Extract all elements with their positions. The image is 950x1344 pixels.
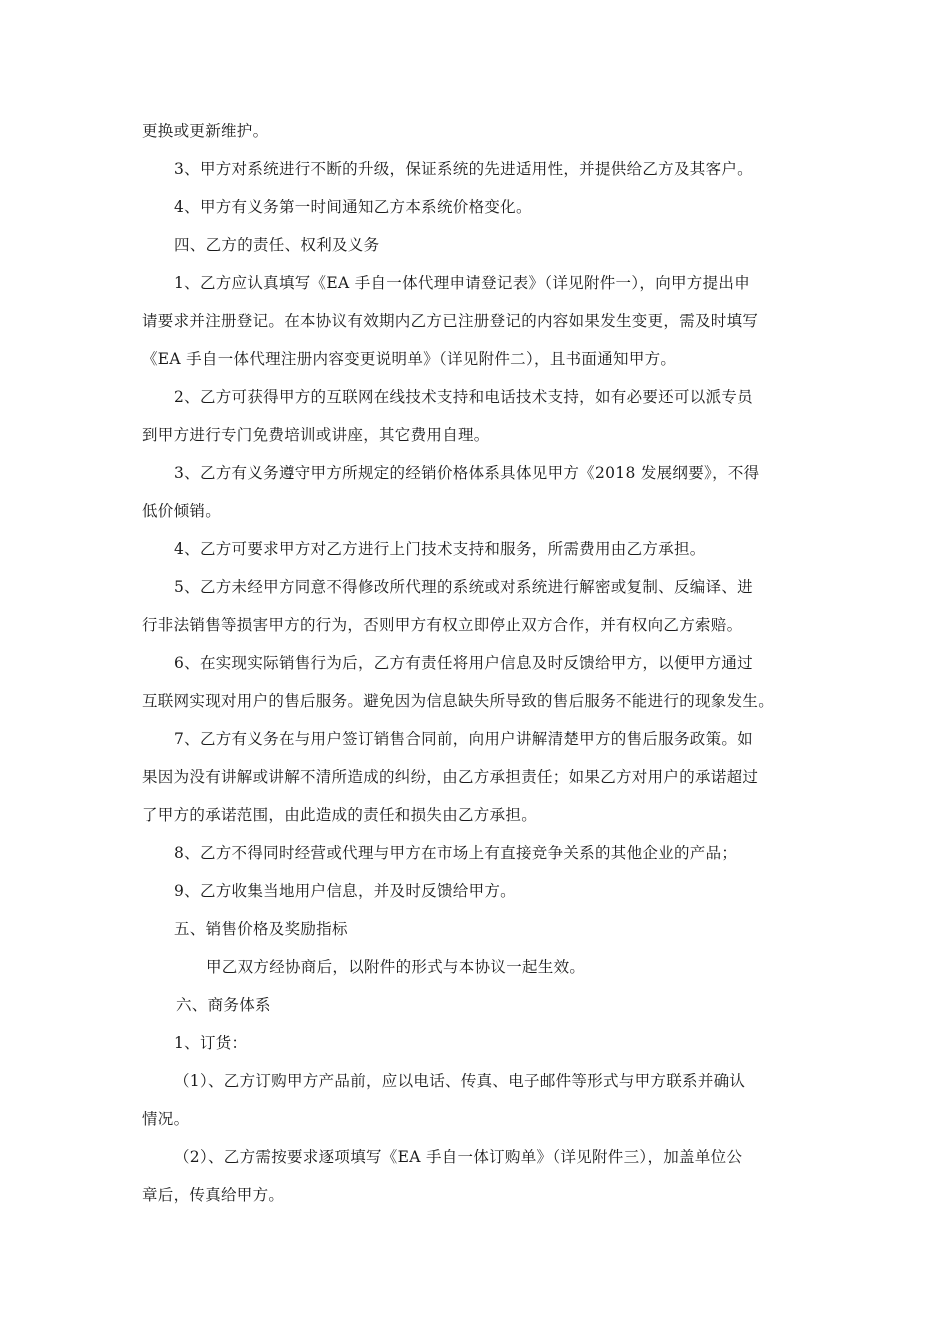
text-line: （2）、乙方需按要求逐项填写《EA 手自一体订购单》（详见附件三），加盖单位公	[174, 1148, 743, 1166]
section-heading: 六、商务体系	[176, 996, 271, 1014]
text-line: 5、乙方未经甲方同意不得修改所代理的系统或对系统进行解密或复制、反编译、进	[174, 578, 753, 596]
section-heading: 四、乙方的责任、权利及义务	[174, 236, 380, 254]
text-line: 低价倾销。	[142, 502, 222, 520]
text-line: 4、乙方可要求甲方对乙方进行上门技术支持和服务，所需费用由乙方承担。	[174, 540, 706, 558]
text-line: 8、乙方不得同时经营或代理与甲方在市场上有直接竞争关系的其他企业的产品；	[174, 844, 738, 862]
text-line: 情况。	[142, 1110, 190, 1128]
text-line: 4、甲方有义务第一时间通知乙方本系统价格变化。	[174, 198, 532, 216]
text-line: 请要求并注册登记。在本协议有效期内乙方已注册登记的内容如果发生变更，需及时填写	[142, 312, 759, 330]
text-line: 1、订货：	[174, 1034, 248, 1052]
text-line: 甲乙双方经协商后，以附件的形式与本协议一起生效。	[206, 958, 586, 976]
text-line: 9、乙方收集当地用户信息，并及时反馈给甲方。	[174, 882, 516, 900]
text-line: 2、乙方可获得甲方的互联网在线技术支持和电话技术支持，如有必要还可以派专员	[174, 388, 753, 406]
text-line: 更换或更新维护。	[142, 122, 269, 140]
text-line: （1）、乙方订购甲方产品前，应以电话、传真、电子邮件等形式与甲方联系并确认	[174, 1072, 746, 1090]
text-line: 7、乙方有义务在与用户签订销售合同前，向用户讲解清楚甲方的售后服务政策。如	[174, 730, 753, 748]
text-line: 果因为没有讲解或讲解不清所造成的纠纷，由乙方承担责任；如果乙方对用户的承诺超过	[142, 768, 759, 786]
text-line: 3、乙方有义务遵守甲方所规定的经销价格体系具体见甲方《2018 发展纲要》，不得	[174, 464, 760, 482]
section-heading: 五、销售价格及奖励指标	[174, 920, 348, 938]
text-line: 行非法销售等损害甲方的行为，否则甲方有权立即停止双方合作，并有权向乙方索赔。	[142, 616, 743, 634]
text-line: 3、甲方对系统进行不断的升级，保证系统的先进适用性，并提供给乙方及其客户。	[174, 160, 753, 178]
text-line: 1、乙方应认真填写《EA 手自一体代理申请登记表》（详见附件一），向甲方提出申	[174, 274, 750, 292]
text-line: 章后，传真给甲方。	[142, 1186, 285, 1204]
text-line: 了甲方的承诺范围，由此造成的责任和损失由乙方承担。	[142, 806, 538, 824]
text-line: 6、在实现实际销售行为后，乙方有责任将用户信息及时反馈给甲方，以便甲方通过	[174, 654, 753, 672]
text-line: 到甲方进行专门免费培训或讲座，其它费用自理。	[142, 426, 490, 444]
text-line: 互联网实现对用户的售后服务。避免因为信息缺失所导致的售后服务不能进行的现象发生。	[142, 692, 775, 710]
text-line: 《EA 手自一体代理注册内容变更说明单》（详见附件二），且书面通知甲方。	[142, 350, 677, 368]
